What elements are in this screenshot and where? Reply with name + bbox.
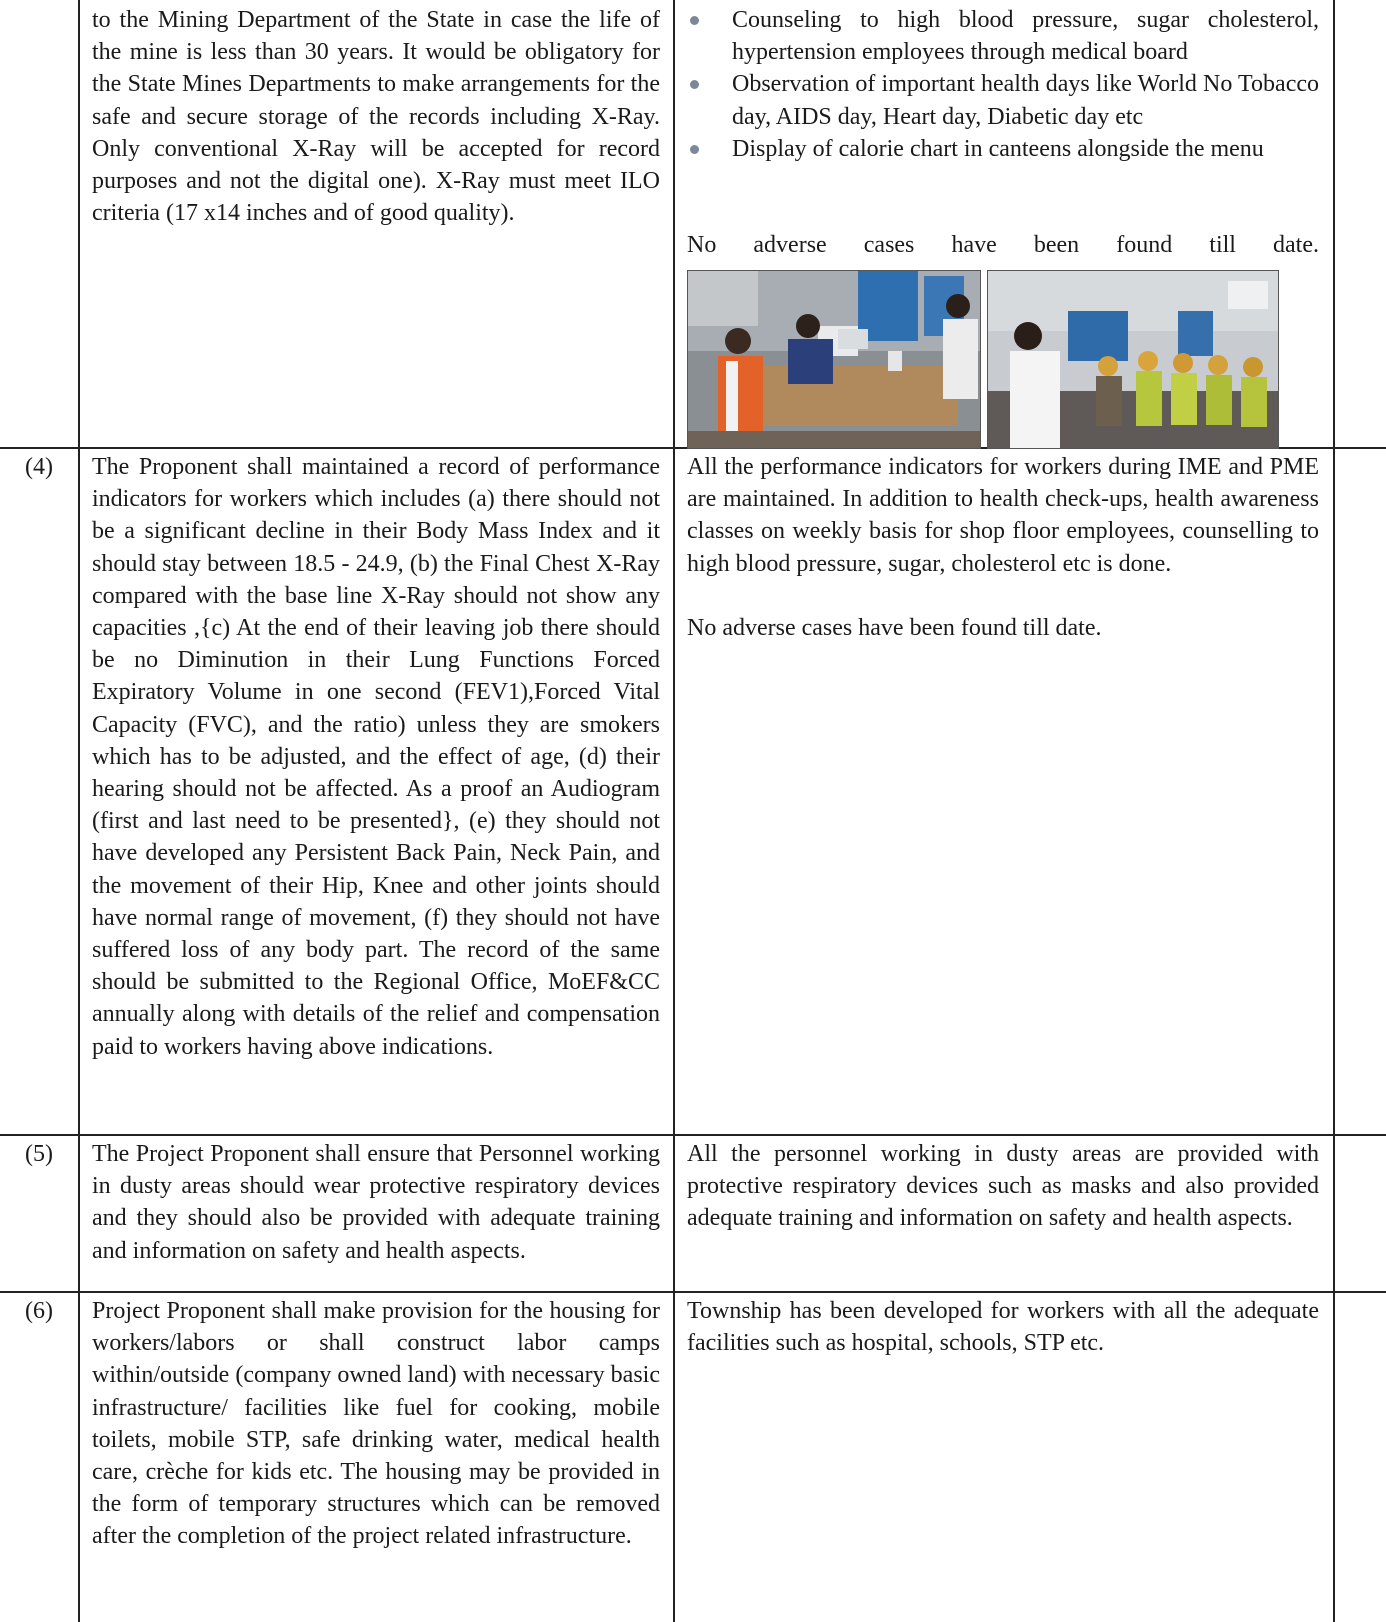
condition-text: Project Proponent shall make provision for the housing for workers/labors or shall construct labor camps within/outside (company owned land) with necessary basic infrastructure/ facilities like fuel for cooking, mobile toilets, mobile STP, safe drinking water, medical health care, crèche for kids etc. The housing may be provided in the form of temporary structures which can be removed after the completion of the project related infrastructure. [92,1298,660,1550]
compliance-bullets [687,4,1319,165]
bullet-icon [690,16,699,25]
list-item: Counseling to high blood pressure, sugar cholesterol, hypertension employees through medical board [687,4,1319,68]
row-number: (6) [25,1298,53,1324]
paragraph-gap [687,580,1319,612]
row-number: (4) [25,454,53,480]
row-divider [0,1134,1386,1136]
list-item: Observation of important health days like World No Tobacco day, AIDS day, Heart day, Diabetic day etc [687,68,1319,132]
table-border-left [78,0,80,1622]
table-column-divider [673,0,675,1622]
compliance-text: All the personnel working in dusty areas are provided with protective respiratory devices such as masks and also provided adequate training and information on safety and health aspects. [687,1141,1319,1232]
compliance-note: No adverse cases have been found till date. [687,232,1319,258]
compliance-cell [687,451,1319,644]
row-divider [0,1291,1386,1293]
condition-text: The Project Proponent shall ensure that Personnel working in dusty areas should wear protective respiratory devices and they should also be provided with adequate training and information on safety and health aspects. [92,1141,660,1264]
compliance-note: No adverse cases have been found till date. [687,614,1102,641]
bullet-list [687,4,1319,165]
compliance-text: Township has been developed for workers with all the adequate facilities such as hospital, schools, STP etc. [687,1298,1319,1357]
list-item: Display of calorie chart in canteens alongside the menu [687,133,1319,165]
row-number: (5) [25,1141,53,1167]
bullet-icon [690,80,699,89]
condition-text-continued: to the Mining Department of the State in case the life of the mine is less than 30 years. It would be obligatory for the State Mines Departments to make arrangements for the safe and secure storage of the records including X-Ray. Only conventional X-Ray will be accepted for record purposes and not the digital one). X-Ray must meet ILO criteria (17 x14 inches and of good quality). [92,7,660,227]
bullet-icon [690,145,699,154]
table-border-right [1333,0,1335,1622]
awareness-class-photo [987,270,1279,449]
compliance-text: All the performance indicators for workers during IME and PME are maintained. In addition to health check-ups, health awareness classes on weekly basis for shop floor employees, counselling to high blood pressure, sugar, cholesterol etc is done. [687,454,1319,577]
health-checkup-photo [687,270,981,449]
condition-text: The Proponent shall maintained a record of performance indicators for workers which includes (a) there should not be a significant decline in their Body Mass Index and it should stay between 18.5 - 24.9, (b) the Final Chest X-Ray compared with the base line X-Ray should not show any capacities ,{c) At the end of their leaving job there should be no Diminution in their Lung Functions Forced Expiratory Volume in one second (FEV1),Forced Vital Capacity (FVC), and the ratio) unless they are smokers which has to be adjusted, and the effect of age, (d) their hearing should not be affected. As a proof an Audiogram (first and last need to be presented}, (e) they should not have developed any Persistent Back Pain, Neck Pain, and the movement of their Hip, Knee and other joints should have normal range of movement, (f) they should not have suffered loss of any body part. The record of the same should be submitted to the Regional Office, MoEF&CC annually along with details of the relief and compensation paid to workers having above indications. [92,454,660,1060]
